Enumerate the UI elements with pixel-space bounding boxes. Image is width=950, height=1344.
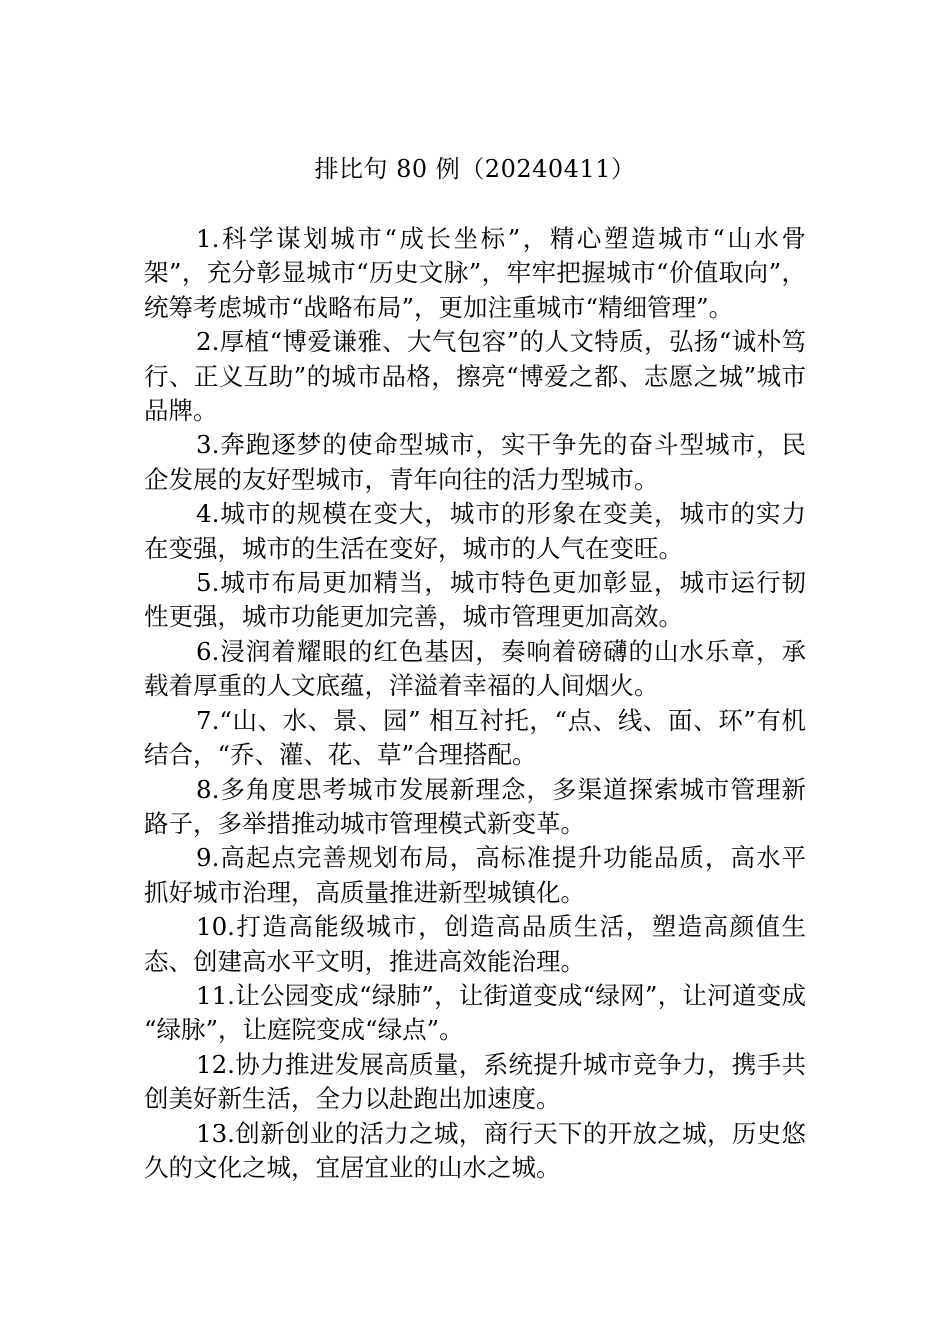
paragraph-5: 5.城市布局更加精当，城市特色更加彰显，城市运行韧性更强，城市功能更加完善，城市管理更加高效。 [144,568,806,632]
paragraph-10: 10.打造高能级城市，创造高品质生活，塑造高颜值生态、创建高水平文明，推进高效能治理。 [144,912,806,976]
paragraph-8: 8.多角度思考城市发展新理念，多渠道探索城市管理新路子，多举措推动城市管理模式新变革。 [144,774,806,838]
document-title: 排比句 80 例（20240411） [314,155,636,183]
document-body [144,222,806,1185]
paragraph-6: 6.浸润着耀眼的红色基因，奏响着磅礴的山水乐章，承载着厚重的人文底蕴，洋溢着幸福的人间烟火。 [144,636,806,701]
paragraph-13: 13.创新创业的活力之城，商行天下的开放之城，历史悠久的文化之城，宜居宜业的山水之城。 [144,1118,806,1182]
paragraph-11: 11.让公园变成“绿肺”，让街道变成“绿网”，让河道变成 “绿脉”，让庭院变成“绿点”。 [144,980,806,1045]
paragraph-2: 2.厚植“博爱谦雅、大气包容”的人文特质，弘扬“诚朴笃行、正义互助”的城市品格，擦亮“博爱之都、志愿之城”城市品牌。 [144,327,806,426]
paragraph-1: 1.科学谋划城市“成长坐标”，精心塑造城市“山水骨架”，充分彰显城市“历史文脉”，牢牢把握城市“价值取向”，统筹考虑城市“战略布局”，更加注重城市“精细管理”。 [144,224,806,322]
paragraph-12: 12.协力推进发展高质量，系统提升城市竞争力，携手共创美好新生活，全力以赴跑出加速度。 [144,1049,806,1114]
paragraph-4: 4.城市的规模在变大，城市的形象在变美，城市的实力在变强，城市的生活在变好，城市的人气在变旺。 [144,499,806,563]
paragraph-7: 7.“山、水、景、园” 相互衬托，“点、线、面、环”有机结合，“乔、灌、花、草”合理搭配。 [144,705,806,770]
paragraph-3: 3.奔跑逐梦的使命型城市，实干争先的奋斗型城市，民企发展的友好型城市，青年向往的活力型城市。 [144,430,806,494]
paragraph-9: 9.高起点完善规划布局，高标准提升功能品质，高水平抓好城市治理，高质量推进新型城镇化。 [144,843,806,907]
